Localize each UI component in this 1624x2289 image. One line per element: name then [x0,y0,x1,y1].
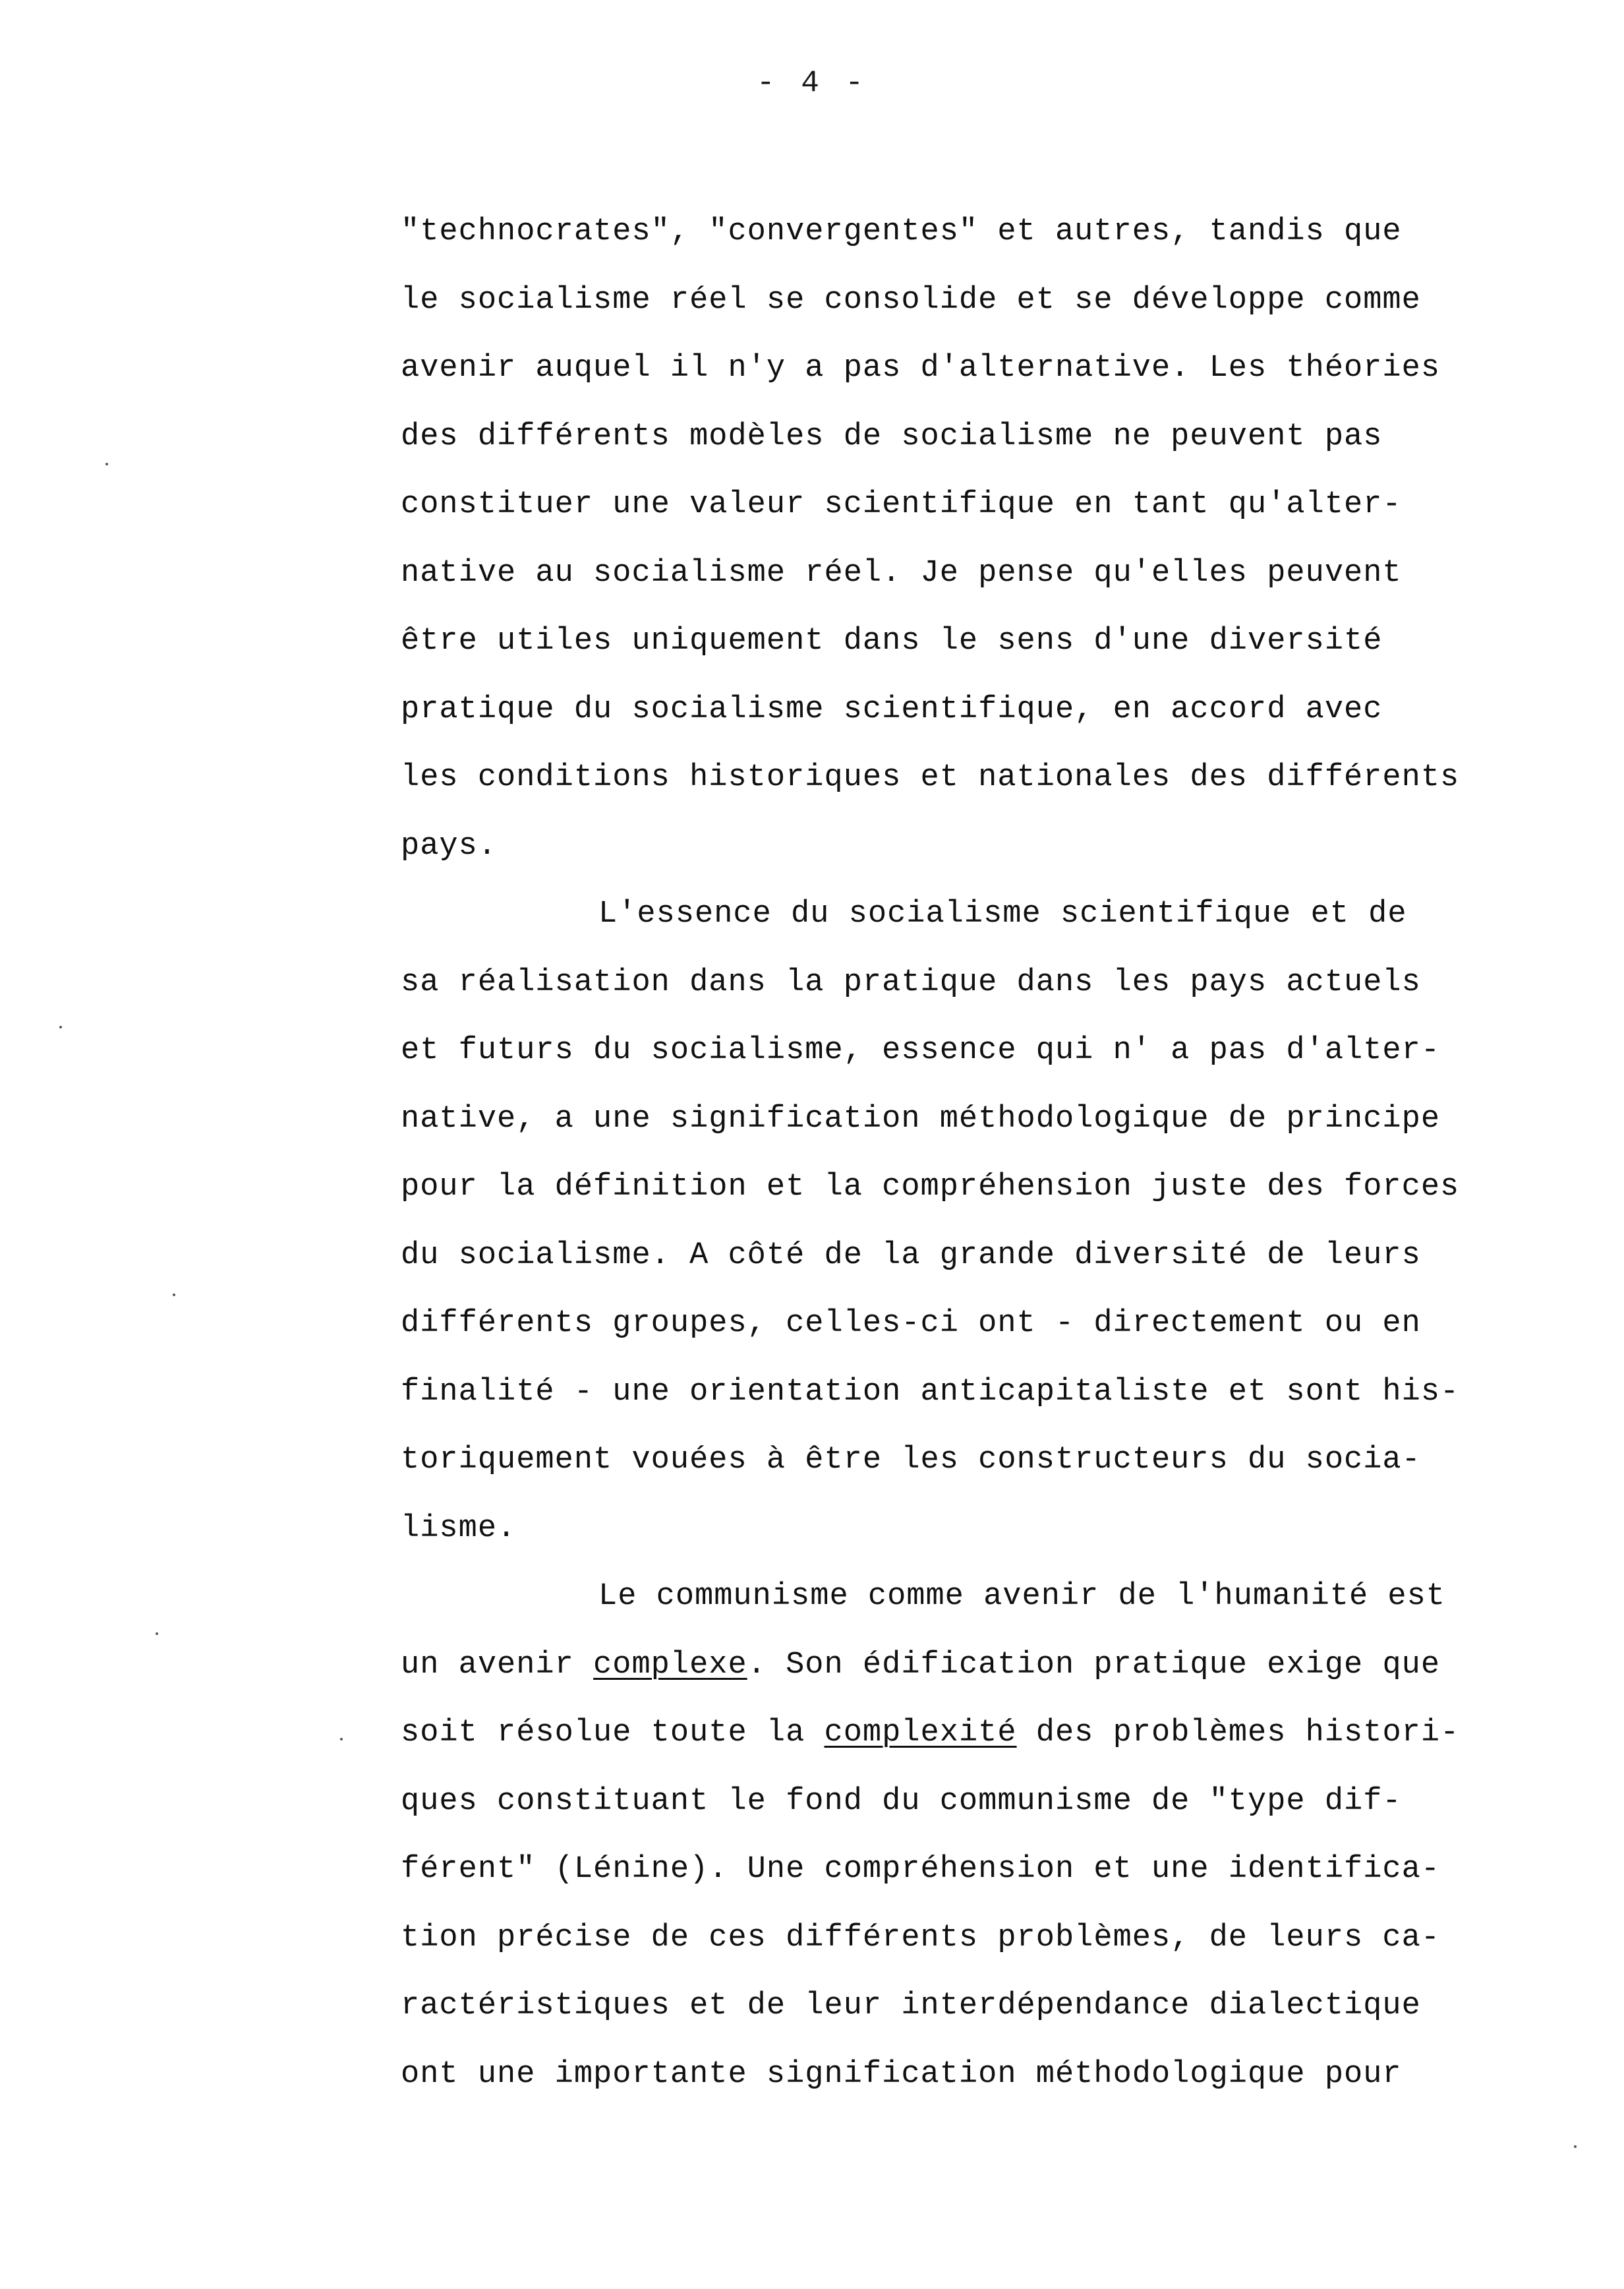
page-number: - 4 - [756,66,868,100]
scan-speck [59,1026,62,1028]
scan-speck [340,1738,343,1740]
paragraph-start-line: Le communisme comme avenir de l'humanité est [598,1579,1446,1614]
text-line: férent" (Lénine). Une compréhension et une identifica- [401,1852,1441,1887]
text-line-with-underline [401,1699,1600,1768]
text-line: du socialisme. A côté de la grande diversité de leurs [401,1237,1421,1273]
text-line: le socialisme réel se consolide et se développe comme [401,282,1421,318]
text-line: "technocrates", "convergentes" et autres, tandis que [401,214,1402,249]
underlined-word: complexité [824,1715,1017,1750]
text-line: ques constituant le fond du communisme de "type dif- [401,1783,1402,1819]
text-line: native, a une signification méthodologique de principe [401,1101,1441,1137]
text-line: native au socialisme réel. Je pense qu'elles peuvent [401,555,1402,591]
text-line: ractéristiques et de leur interdépendance dialectique [401,1988,1421,2023]
text-line: sa réalisation dans la pratique dans les pays actuels [401,965,1421,1000]
text-line: des différents modèles de socialisme ne peuvent pas [401,419,1383,454]
text-line: pratique du socialisme scientifique, en accord avec [401,692,1383,727]
text-line-with-underline [401,1631,1600,1700]
text-line: et futurs du socialisme, essence qui n' a pas d'alter- [401,1033,1441,1068]
text-line: avenir auquel il n'y a pas d'alternative. Les théories [401,351,1441,386]
text-segment: un avenir [401,1647,594,1682]
text-line: différents groupes, celles-ci ont - directement ou en [401,1306,1421,1341]
text-line: constituer une valeur scientifique en tant qu'alter- [401,487,1402,522]
text-line: être utiles uniquement dans le sens d'une diversité [401,624,1383,659]
scan-speck [105,463,108,465]
scan-speck [1574,2145,1577,2148]
scan-speck [156,1632,158,1635]
text-line: les conditions historiques et nationales des différents [401,760,1460,795]
text-line: lisme. [401,1510,517,1546]
text-line: tion précise de ces différents problèmes, de leurs ca- [401,1920,1441,1955]
underlined-word: complexe [593,1647,747,1682]
text-segment: . Son édification pratique exige que [747,1647,1441,1682]
text-line: pays. [401,828,498,864]
text-segment: des problèmes histori- [1016,1715,1460,1750]
scan-speck [173,1293,175,1296]
document-body [401,198,1600,2108]
text-line: ont une importante signification méthodologique pour [401,2056,1402,2092]
text-line: toriquement vouées à être les constructeurs du socia- [401,1442,1421,1477]
text-line: finalité - une orientation anticapitaliste et sont his- [401,1374,1460,1410]
text-segment: soit résolue toute la [401,1715,825,1750]
paragraph-start-line: L'essence du socialisme scientifique et de [598,897,1407,932]
text-line: pour la définition et la compréhension juste des forces [401,1170,1460,1204]
